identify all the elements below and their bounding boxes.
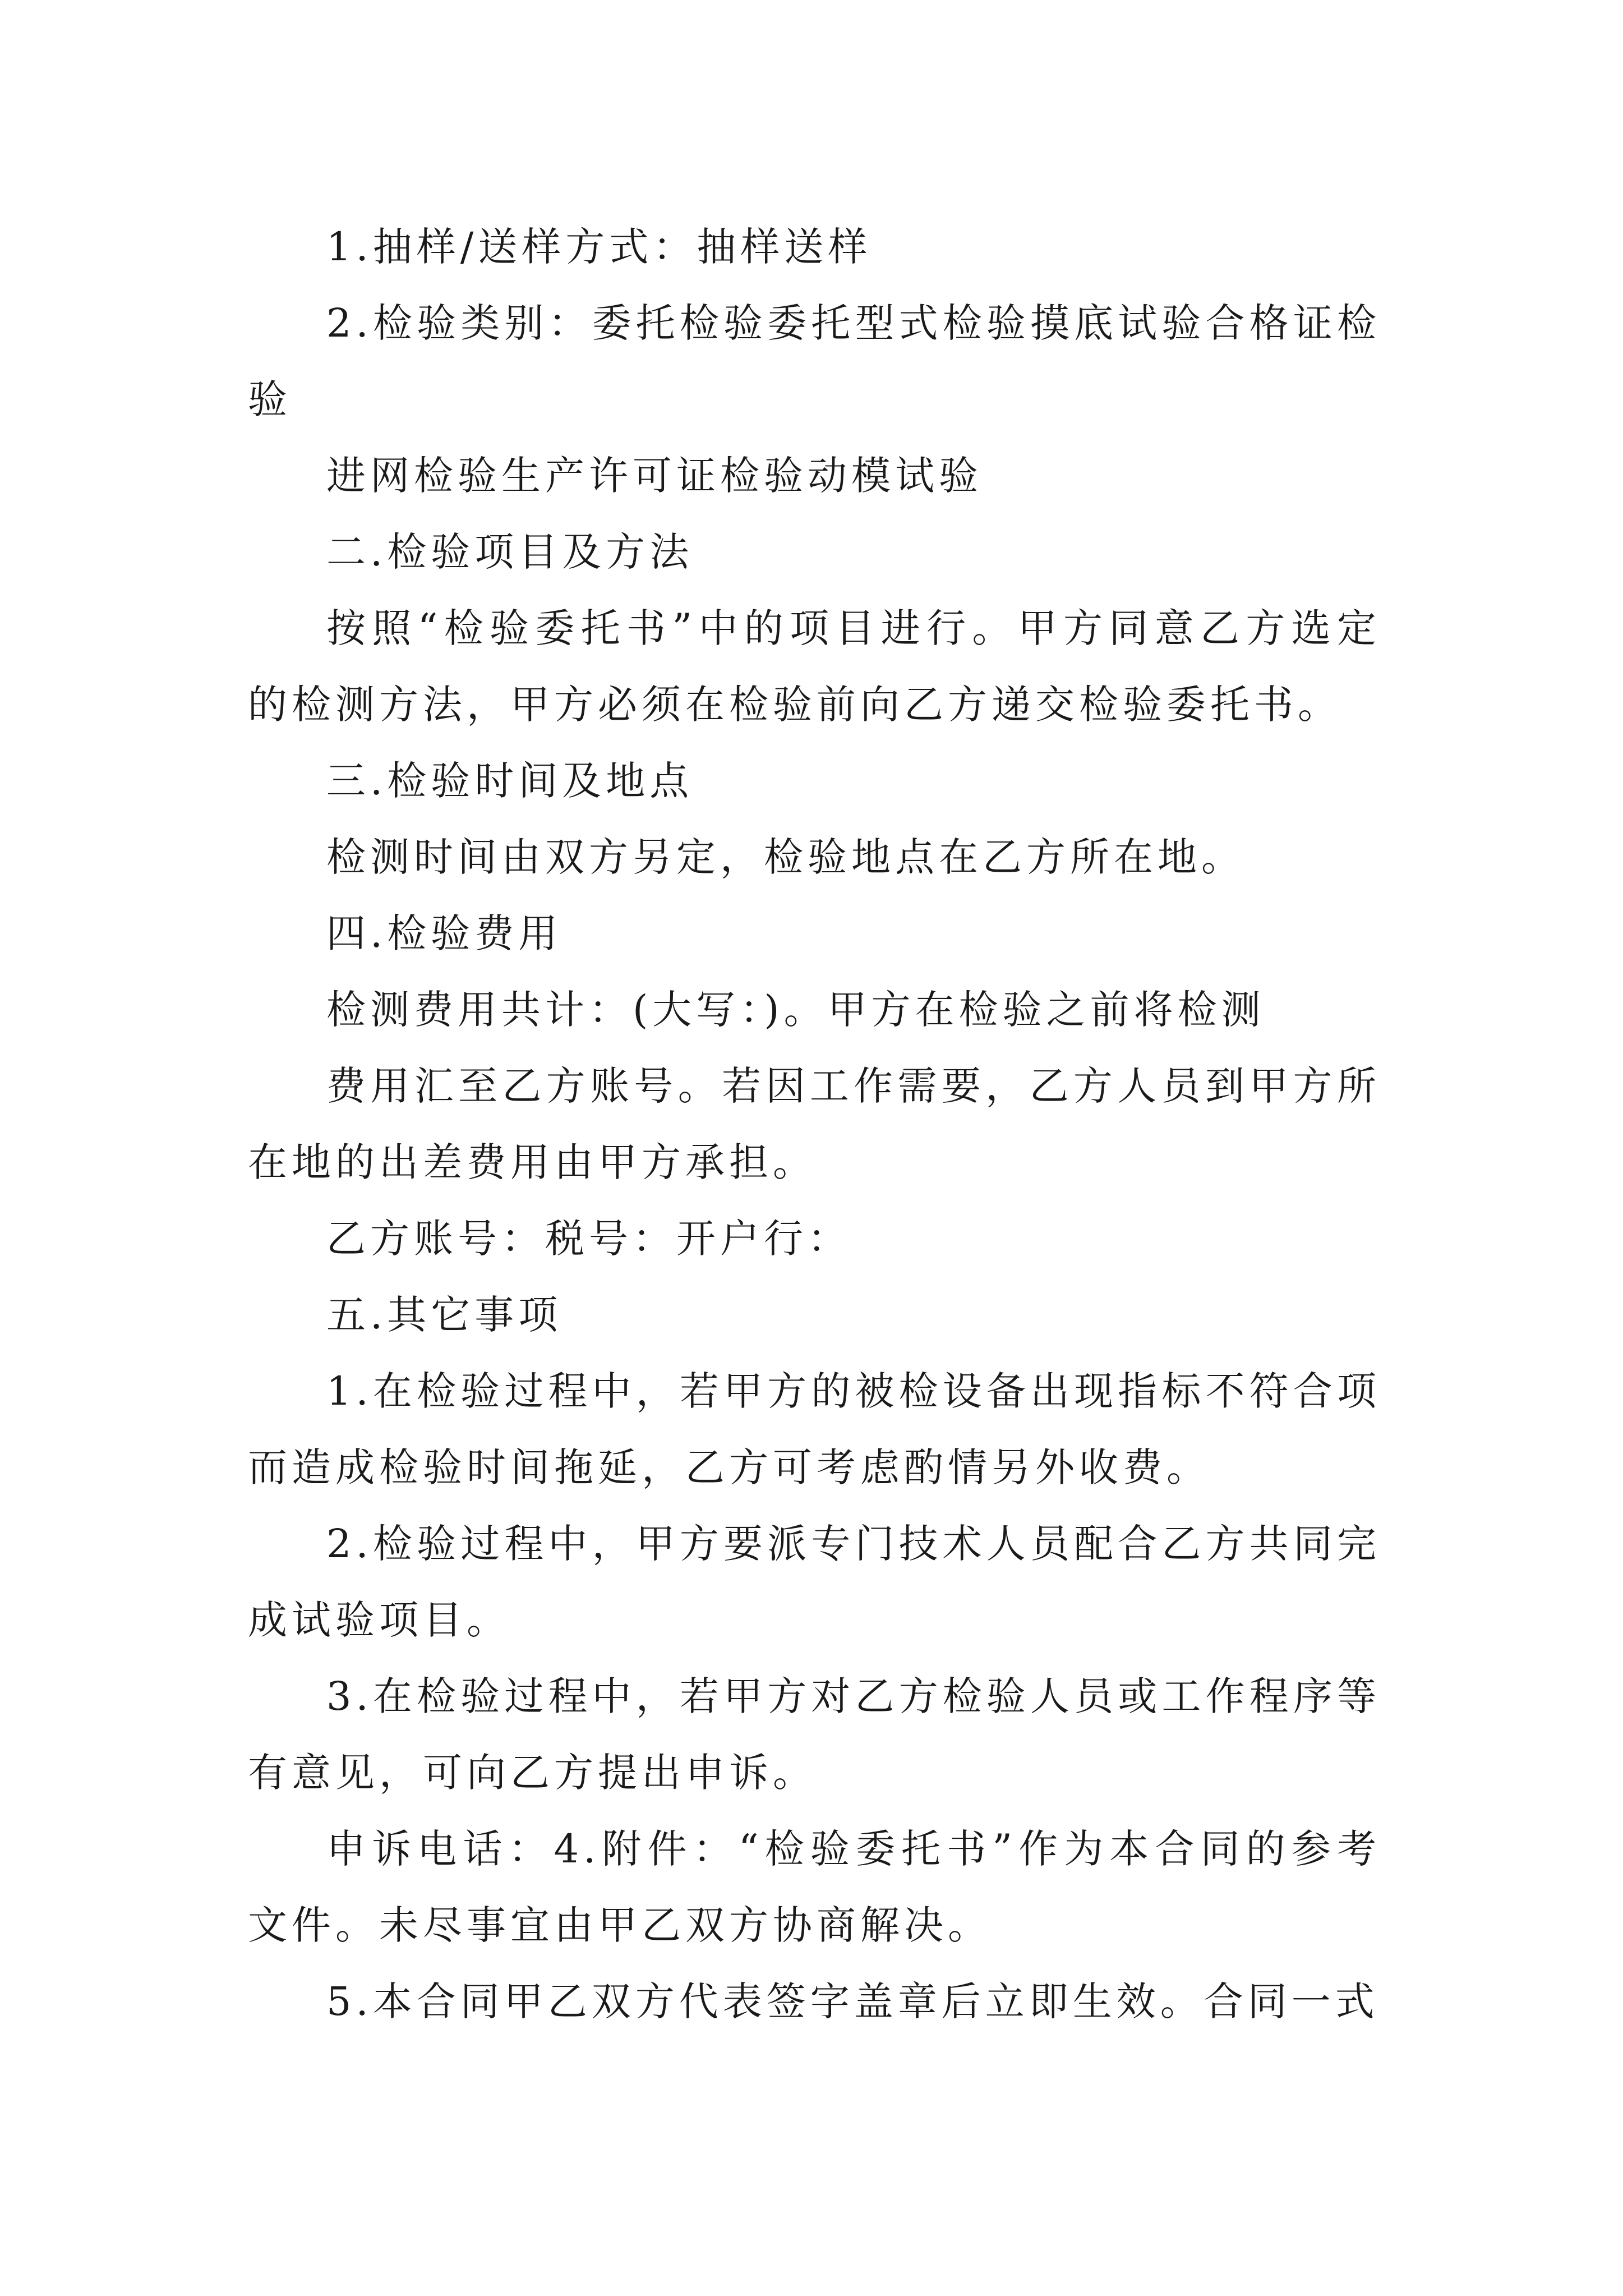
section-heading-time-location: 三.检验时间及地点 xyxy=(326,758,694,804)
paragraph-time-location: 检测时间由双方另定，检验地点在乙方所在地。 xyxy=(326,834,1245,880)
section-heading-items-methods: 二.检验项目及方法 xyxy=(326,529,694,575)
paragraph-bank-account: 乙方账号：税号：开户行： xyxy=(326,1216,851,1262)
paragraph-other-matter-1: 1.在检验过程中，若甲方的被检设备出现指标不符合项而造成检验时间拖延，乙方可考虑酌情另外收费。 xyxy=(248,1368,1381,1490)
section-heading-fees: 四.检验费用 xyxy=(326,910,562,956)
paragraph-sampling-method: 1.抽样/送样方式：抽样送样 xyxy=(326,224,872,270)
paragraph-other-matter-2: 2.检验过程中，甲方要派专门技术人员配合乙方共同完成试验项目。 xyxy=(248,1521,1381,1643)
paragraph-inspection-category: 2.检验类别：委托检验委托型式检验摸底试验合格证检验 xyxy=(248,300,1381,422)
paragraph-fees-total: 检测费用共计：(大写：)。甲方在检验之前将检测 xyxy=(326,987,1265,1033)
paragraph-other-matter-3: 3.在检验过程中，若甲方对乙方检验人员或工作程序等有意见，可向乙方提出申诉。 xyxy=(248,1673,1381,1796)
paragraph-items-methods: 按照“检验委托书”中的项目进行。甲方同意乙方选定的检测方法，甲方必须在检验前向乙方递交检验委托书。 xyxy=(248,605,1381,728)
paragraph-complaint-attachment: 申诉电话：4.附件：“检验委托书”作为本合同的参考文件。未尽事宜由甲乙双方协商解决。 xyxy=(248,1826,1381,1948)
paragraph-effective-clause: 5.本合同甲乙双方代表签字盖章后立即生效。合同一式 xyxy=(326,1978,1379,2024)
document-body xyxy=(248,209,1381,2040)
paragraph-inspection-category-continued: 进网检验生产许可证检验动模试验 xyxy=(326,453,983,499)
paragraph-fees-transfer: 费用汇至乙方账号。若因工作需要，乙方人员到甲方所在地的出差费用由甲方承担。 xyxy=(248,1063,1381,1185)
section-heading-other-matters: 五.其它事项 xyxy=(326,1292,562,1338)
